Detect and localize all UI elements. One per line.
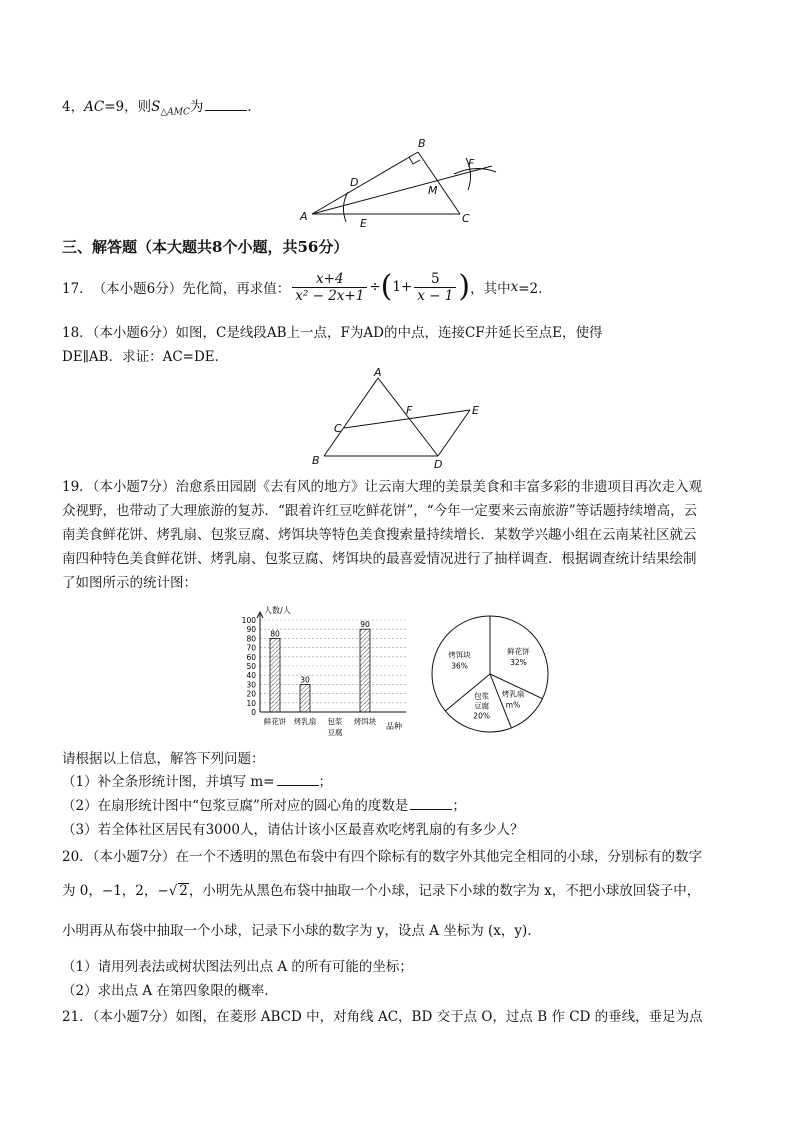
x-category-label-line2: 豆腐 [327, 728, 343, 737]
x-category-label: 包浆 [327, 717, 343, 726]
x-category-label: 烤乳扇 [293, 717, 317, 726]
bar-chart-grid [260, 620, 406, 703]
line-bc [418, 152, 460, 214]
y-tick-label: 0 [251, 708, 256, 717]
fig16-label-d: D [350, 176, 359, 189]
q18-line-2: DE∥AB．求证：AC=DE． [62, 349, 229, 365]
line-ab [324, 378, 378, 456]
q18-geometry-figure [306, 366, 496, 472]
q17-frac1-num: x+4 [292, 271, 367, 288]
q19-angle-blank [410, 797, 452, 810]
q19-m-blank [277, 773, 319, 786]
arc-de [343, 192, 348, 222]
q19-part-1-text: （1）补全条形统计图，并填写 m= [62, 774, 275, 790]
q16-s-sub: △AMC [160, 107, 190, 118]
y-tick-label: 50 [246, 662, 256, 671]
pie-chart-slices [432, 616, 548, 732]
y-tick-label: 10 [246, 698, 256, 708]
pie-label-percent: 20% [473, 711, 490, 721]
q17-frac1-den: x² − 2x+1 [295, 287, 365, 304]
fig16-label-e: E [360, 217, 367, 230]
q17-frac2-num: 5 [414, 271, 456, 288]
q17-frac2-den: x − 1 [417, 287, 454, 304]
fig16-label-f: F [468, 157, 475, 170]
bar [360, 629, 370, 712]
q19-intro: 请根据以上信息，解答下列问题： [62, 751, 265, 767]
bar-chart-y-ticks [242, 616, 257, 717]
q19-part-2-text: （2）在扇形统计图中“包浆豆腐”所对应的圆心角的度数是 [62, 798, 409, 814]
pie-chart [428, 612, 552, 736]
sqrt-symbol: √ [168, 883, 178, 899]
q16-suffix: 为 [189, 99, 204, 115]
q16-ac-value: =9，则 [104, 99, 152, 115]
q16-end: ． [247, 99, 261, 115]
bar-value-label: 30 [300, 675, 310, 685]
q19-part-2 [62, 795, 466, 817]
fig16-label-b: B [418, 137, 426, 150]
fig16-label-a: A [300, 210, 308, 223]
q17-div: ÷ [369, 279, 381, 295]
q17-cond-val: =2． [518, 281, 552, 297]
q17-tail: ，其中 [470, 281, 511, 297]
bar [300, 684, 310, 712]
fig16-label-c: C [462, 212, 470, 225]
pie-label-name: 烤乳扇 [501, 689, 525, 699]
q18-line-1: 18．（本小题6分）如图，C是线段AB上一点，F为AD的中点，连接CF并延长至点E，使得 [62, 325, 603, 341]
bar-chart-x-labels [264, 716, 377, 737]
pie-label-percent: 32% [510, 657, 527, 667]
pie-label-name-line2: 豆腐 [474, 701, 490, 711]
q20-line-5: （2）求出点 A 在第四象限的概率． [62, 983, 278, 999]
q16-prefix: 4， [62, 99, 85, 115]
q19-line-4: 南四种特色美食鲜花饼、烤乳扇、包浆豆腐、烤饵块的最喜爱情况进行了抽样调查．根据调查统计结果绘制 [62, 551, 697, 567]
bar-value-label: 80 [270, 629, 280, 639]
q16-geometry-figure [296, 134, 506, 230]
line-ad [378, 378, 438, 456]
bar-chart [226, 604, 412, 744]
q20-line-2-rest: ，小明先从黑色布袋中抽取一个小球，记录下小球的数字为 x，不把小球放回袋子中， [188, 883, 701, 899]
q20-line-3: 小明再从布袋中抽取一个小球，记录下小球的数字为 y，设点 A 坐标为 (x，y)． [62, 923, 541, 939]
q17-text: 先化简，再求值： [182, 281, 291, 297]
q17-rparen: ) [458, 269, 471, 304]
q19-line-5: 了如图所示的统计图： [62, 575, 197, 591]
y-tick-label: 100 [241, 616, 256, 625]
right-angle-mark [409, 157, 420, 164]
fig18-label-b: B [312, 454, 320, 467]
y-tick-label: 70 [246, 643, 256, 653]
y-tick-label: 40 [246, 671, 256, 681]
q16-tail [62, 96, 261, 124]
q17-number: 17． [62, 281, 93, 297]
y-tick-label: 20 [246, 689, 256, 699]
pie-label-percent: 36% [451, 661, 468, 671]
q19-part-1 [62, 771, 332, 793]
pie-label-percent: m% [505, 700, 521, 710]
q17-one-plus: 1+ [392, 279, 413, 295]
pie-label-name: 鲜花饼 [507, 646, 530, 656]
q19-line-3: 南美食鲜花饼、烤乳扇、包浆豆腐、烤饵块等特色美食搜索量持续增长．某数学兴趣小组在云南某社区就云 [62, 527, 697, 543]
fig18-label-f: F [406, 404, 413, 417]
q17-fraction-2 [414, 271, 456, 304]
q20-line-1: 20．（本小题7分）在一个不透明的黑色布袋中有四个除标有的数字外其他完全相同的小球，分别标有的数字 [62, 849, 703, 865]
pie-label-name: 包浆 [474, 691, 490, 701]
section-heading: 三、解答题（本大题共8个小题，共56分） [62, 238, 349, 256]
fig18-label-e: E [472, 404, 479, 417]
x-category-label: 鲜花饼 [263, 717, 287, 726]
fig18-label-c: C [334, 422, 342, 435]
q17-lparen: ( [380, 269, 393, 304]
q20-numbers: 为 0，−1，2，− [62, 883, 169, 899]
q17-fraction-1 [292, 271, 367, 304]
q16-ac-label: AC [84, 99, 105, 115]
q20-line-2 [62, 880, 700, 902]
fig16-label-m: M [428, 184, 438, 197]
q20-sqrt-value: 2 [179, 883, 188, 899]
fig18-label-a: A [374, 366, 382, 379]
bar-value-label: 90 [360, 620, 370, 630]
q19-part-3: （3）若全体社区居民有3000人，请估计该小区最喜欢吃烤乳扇的有多少人？ [62, 822, 524, 838]
bisector-line [312, 166, 492, 214]
q16-s-label: S [151, 99, 161, 115]
q19-part-2-end: ； [452, 798, 466, 814]
y-tick-label: 30 [246, 680, 256, 690]
q19-line-1: 19．（本小题7分）治愈系田园剧《去有风的地方》让云南大理的美景美食和丰富多彩的非遗项目再次走入观 [62, 479, 703, 495]
pie-label-name: 烤饵块 [448, 650, 471, 660]
line-ab [312, 152, 418, 214]
y-tick-label: 80 [246, 634, 256, 644]
q21-line-1: 21．（本小题7分）如图，在菱形 ABCD 中，对角线 AC，BD 交于点 O，过点 B 作 CD 的垂线，垂足为点 [62, 1009, 703, 1025]
q16-answer-blank [205, 98, 247, 111]
question-17 [62, 266, 552, 308]
q19-part-1-end: ； [318, 774, 332, 790]
bar-chart-xlabel: 品种 [386, 722, 402, 731]
q20-line-4: （1）请用列表法或树状图法列出点 A 的所有可能的坐标； [62, 959, 413, 975]
q19-line-2: 众视野，也带动了大理旅游的复苏．“跟着许红豆吃鲜花饼”，“今年一定要来云南旅游”等话题持续增高，云 [62, 503, 698, 519]
x-category-label: 烤饵块 [353, 717, 377, 726]
q17-score: （本小题6分） [92, 281, 183, 297]
y-tick-label: 90 [246, 625, 256, 635]
line-de [438, 410, 470, 456]
bar-chart-ylabel: 人数/人 [264, 606, 291, 615]
q17-cond-var: x [510, 279, 519, 295]
y-tick-label: 60 [246, 652, 256, 662]
fig18-label-d: D [434, 458, 443, 471]
bar [270, 638, 280, 712]
arc-f2 [454, 168, 496, 174]
